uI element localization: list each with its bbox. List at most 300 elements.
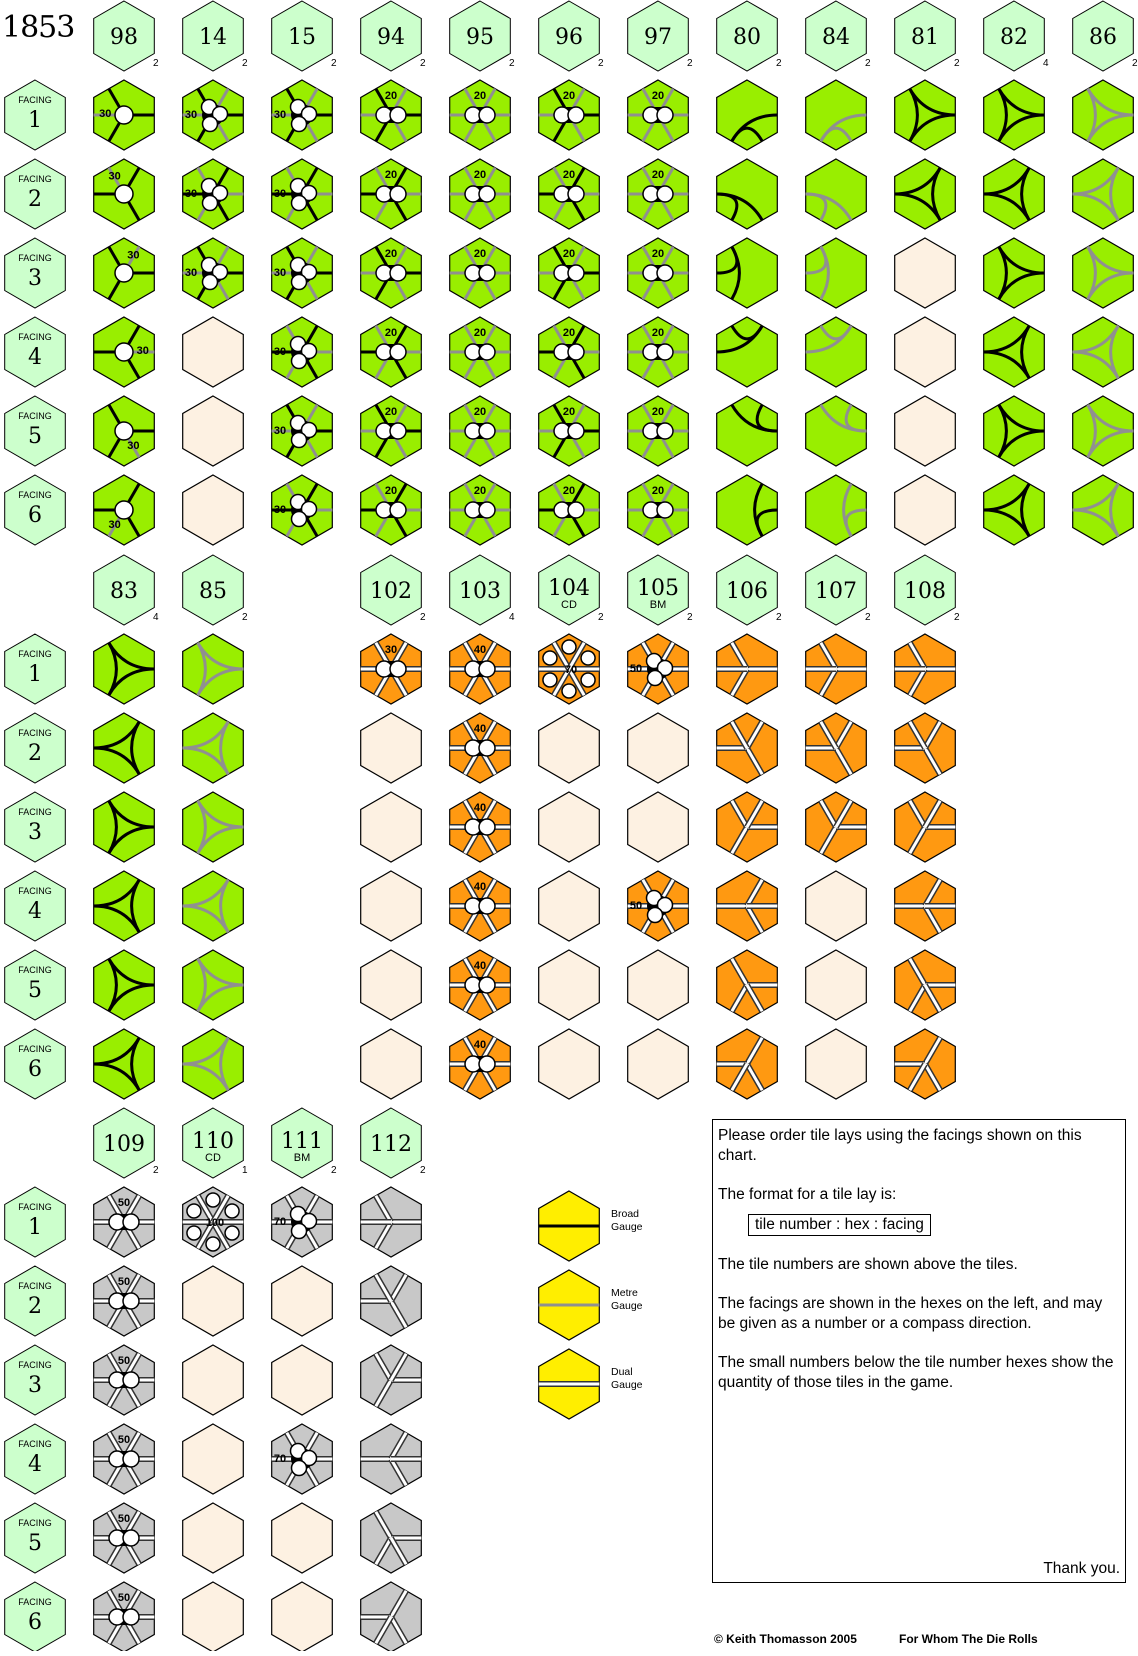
svg-text:30: 30 <box>273 266 287 279</box>
tile-94-facing-5 <box>361 396 422 466</box>
tile-98-facing-2 <box>94 159 155 229</box>
tile-81-facing-6 <box>895 475 956 545</box>
tile-110-facing-2 <box>183 1266 244 1336</box>
svg-text:110: 110 <box>192 1129 234 1154</box>
tile-81-facing-2 <box>895 159 956 229</box>
svg-text:30: 30 <box>384 643 398 656</box>
tile-105-facing-5 <box>628 950 689 1020</box>
tile-number-105 <box>628 555 693 625</box>
svg-text:2: 2 <box>420 1165 426 1176</box>
svg-text:2: 2 <box>509 58 515 69</box>
svg-text:20: 20 <box>384 484 398 497</box>
svg-text:20: 20 <box>562 89 576 102</box>
facing-4-label <box>5 317 66 387</box>
svg-text:96: 96 <box>555 25 583 50</box>
svg-text:20: 20 <box>384 89 398 102</box>
svg-text:20: 20 <box>651 326 665 339</box>
svg-text:FACING: FACING <box>18 1518 52 1528</box>
svg-text:86: 86 <box>1089 25 1117 50</box>
facing-6-label <box>5 1582 66 1651</box>
svg-text:2: 2 <box>28 187 42 212</box>
tile-108-facing-3 <box>895 792 956 862</box>
svg-text:FACING: FACING <box>18 728 52 738</box>
tile-85-facing-1 <box>183 634 244 704</box>
tile-15-facing-1 <box>272 80 333 150</box>
facing-5-label <box>5 1503 66 1573</box>
svg-text:FACING: FACING <box>18 886 52 896</box>
tile-97-facing-3 <box>628 238 689 308</box>
svg-text:2: 2 <box>954 58 960 69</box>
svg-text:2: 2 <box>420 58 426 69</box>
tile-82-facing-5 <box>984 396 1045 466</box>
svg-text:BM: BM <box>293 1152 311 1164</box>
legend-broad-gauge-hex <box>539 1191 600 1261</box>
svg-text:102: 102 <box>370 579 412 604</box>
tile-83-facing-3 <box>94 792 155 862</box>
svg-text:20: 20 <box>562 484 576 497</box>
tile-105-facing-1 <box>628 634 689 704</box>
svg-text:105: 105 <box>637 576 679 601</box>
svg-text:50: 50 <box>117 1512 131 1525</box>
tile-104-facing-1 <box>539 634 600 704</box>
svg-text:30: 30 <box>273 108 287 121</box>
tile-110-facing-6 <box>183 1582 244 1651</box>
tile-number-108 <box>895 555 960 625</box>
svg-text:30: 30 <box>273 424 287 437</box>
svg-text:FACING: FACING <box>18 807 52 817</box>
svg-text:FACING: FACING <box>18 174 52 184</box>
svg-text:20: 20 <box>384 168 398 181</box>
svg-text:20: 20 <box>384 405 398 418</box>
svg-text:5: 5 <box>28 1531 42 1556</box>
tile-85-facing-2 <box>183 713 244 783</box>
svg-text:109: 109 <box>103 1132 145 1157</box>
svg-text:20: 20 <box>384 247 398 260</box>
svg-text:30: 30 <box>184 266 198 279</box>
svg-text:2: 2 <box>242 612 248 623</box>
tile-82-facing-4 <box>984 317 1045 387</box>
svg-text:FACING: FACING <box>18 253 52 263</box>
tile-94-facing-4 <box>361 317 422 387</box>
tile-83-facing-6 <box>94 1029 155 1099</box>
tile-86-facing-2 <box>1073 159 1134 229</box>
tile-95-facing-3 <box>450 238 511 308</box>
tile-14-facing-2 <box>183 159 244 229</box>
svg-text:30: 30 <box>136 344 149 357</box>
tile-110-facing-3 <box>183 1345 244 1415</box>
tile-80-facing-6 <box>717 475 778 545</box>
svg-text:50: 50 <box>629 899 643 912</box>
legend-dual-label: Dual Gauge <box>611 1366 643 1391</box>
tile-98-facing-4 <box>94 317 155 387</box>
tile-85-facing-6 <box>183 1029 244 1099</box>
tile-82-facing-6 <box>984 475 1045 545</box>
tile-112-facing-5 <box>361 1503 422 1573</box>
svg-text:40: 40 <box>473 1038 487 1051</box>
tile-number-86 <box>1073 1 1138 71</box>
tile-108-facing-1 <box>895 634 956 704</box>
svg-text:81: 81 <box>911 25 939 50</box>
svg-text:82: 82 <box>1000 25 1028 50</box>
tile-number-110 <box>183 1108 248 1178</box>
svg-text:6: 6 <box>28 503 42 528</box>
tile-103-facing-2 <box>450 713 511 783</box>
tile-97-facing-5 <box>628 396 689 466</box>
tile-80-facing-1 <box>717 80 778 150</box>
tile-81-facing-3 <box>895 238 956 308</box>
svg-text:50: 50 <box>117 1196 131 1209</box>
instructions-facings: The facings are shown in the hexes on the left, and may be given as a number or a compass direction. <box>718 1295 1103 1332</box>
svg-text:20: 20 <box>651 247 665 260</box>
tile-97-facing-6 <box>628 475 689 545</box>
svg-text:30: 30 <box>273 503 287 516</box>
tile-110-facing-4 <box>183 1424 244 1494</box>
tile-111-facing-5 <box>272 1503 333 1573</box>
svg-text:FACING: FACING <box>18 1360 52 1370</box>
tile-112-facing-1 <box>361 1187 422 1257</box>
tile-109-facing-6 <box>94 1582 155 1651</box>
svg-text:20: 20 <box>651 168 665 181</box>
tile-85-facing-3 <box>183 792 244 862</box>
tile-96-facing-2 <box>539 159 600 229</box>
tile-96-facing-6 <box>539 475 600 545</box>
tile-number-109 <box>94 1108 159 1178</box>
svg-text:97: 97 <box>644 25 672 50</box>
tile-109-facing-3 <box>94 1345 155 1415</box>
tile-84-facing-1 <box>806 80 867 150</box>
tile-80-facing-2 <box>717 159 778 229</box>
tile-80-facing-4 <box>717 317 778 387</box>
svg-text:95: 95 <box>466 25 494 50</box>
svg-text:2: 2 <box>242 58 248 69</box>
tile-112-facing-6 <box>361 1582 422 1651</box>
svg-text:2: 2 <box>687 58 693 69</box>
tile-108-facing-5 <box>895 950 956 1020</box>
tile-number-97 <box>628 1 693 71</box>
svg-text:30: 30 <box>108 519 121 532</box>
svg-text:3: 3 <box>28 1373 42 1398</box>
tile-number-94 <box>361 1 426 71</box>
tile-102-facing-2 <box>361 713 422 783</box>
facing-5-label <box>5 396 66 466</box>
tile-103-facing-6 <box>450 1029 511 1099</box>
svg-text:3: 3 <box>28 820 42 845</box>
svg-text:30: 30 <box>273 187 287 200</box>
tile-number-112 <box>361 1108 426 1178</box>
tile-94-facing-2 <box>361 159 422 229</box>
tile-97-facing-1 <box>628 80 689 150</box>
svg-text:2: 2 <box>1132 58 1138 69</box>
svg-text:2: 2 <box>153 58 159 69</box>
tile-95-facing-6 <box>450 475 511 545</box>
tile-105-facing-2 <box>628 713 689 783</box>
tile-84-facing-3 <box>806 238 867 308</box>
svg-text:50: 50 <box>117 1354 131 1367</box>
tile-107-facing-6 <box>806 1029 867 1099</box>
tile-15-facing-4 <box>272 317 333 387</box>
svg-text:108: 108 <box>904 579 946 604</box>
tile-number-83 <box>94 555 159 625</box>
svg-text:4: 4 <box>28 899 42 924</box>
svg-text:30: 30 <box>127 440 140 453</box>
svg-text:50: 50 <box>629 662 643 675</box>
tile-86-facing-1 <box>1073 80 1134 150</box>
tile-14-facing-5 <box>183 396 244 466</box>
svg-text:CD: CD <box>561 599 577 611</box>
svg-text:100: 100 <box>205 1216 225 1229</box>
svg-text:40: 40 <box>473 722 487 735</box>
tile-108-facing-6 <box>895 1029 956 1099</box>
legend-metre-label: Metre Gauge <box>611 1287 643 1312</box>
facing-3-label <box>5 792 66 862</box>
facing-6-label <box>5 475 66 545</box>
tile-106-facing-4 <box>717 871 778 941</box>
legend-broad-label: Broad Gauge <box>611 1208 643 1233</box>
svg-text:20: 20 <box>473 168 487 181</box>
tile-number-104 <box>539 555 604 625</box>
tile-81-facing-1 <box>895 80 956 150</box>
facing-3-label <box>5 1345 66 1415</box>
svg-text:2: 2 <box>28 1294 42 1319</box>
tile-112-facing-2 <box>361 1266 422 1336</box>
svg-text:20: 20 <box>562 168 576 181</box>
tile-103-facing-5 <box>450 950 511 1020</box>
tile-109-facing-1 <box>94 1187 155 1257</box>
tile-number-98 <box>94 1 159 71</box>
instructions-intro: Please order tile lays using the facings shown on this chart. <box>718 1127 1082 1164</box>
svg-text:2: 2 <box>598 612 604 623</box>
copyright-text: © Keith Thomasson 2005 <box>714 1632 857 1646</box>
svg-text:83: 83 <box>110 579 138 604</box>
tile-111-facing-3 <box>272 1345 333 1415</box>
tile-102-facing-1 <box>361 634 422 704</box>
svg-text:FACING: FACING <box>18 1597 52 1607</box>
tile-110-facing-1 <box>183 1187 244 1257</box>
svg-text:4: 4 <box>28 345 42 370</box>
svg-text:6: 6 <box>28 1057 42 1082</box>
instructions-quantities: The small numbers below the tile number hexes show the quantity of those tiles in the game. <box>718 1354 1114 1391</box>
tile-lay-format: tile number : hex : facing <box>748 1214 931 1236</box>
svg-text:2: 2 <box>331 1165 337 1176</box>
tile-102-facing-3 <box>361 792 422 862</box>
tile-104-facing-3 <box>539 792 600 862</box>
facing-1-label <box>5 80 66 150</box>
svg-text:FACING: FACING <box>18 1044 52 1054</box>
tile-number-15 <box>272 1 337 71</box>
tile-102-facing-5 <box>361 950 422 1020</box>
tile-number-96 <box>539 1 604 71</box>
svg-text:20: 20 <box>473 405 487 418</box>
tile-number-81 <box>895 1 960 71</box>
tile-109-facing-4 <box>94 1424 155 1494</box>
tile-86-facing-5 <box>1073 396 1134 466</box>
svg-text:20: 20 <box>473 326 487 339</box>
svg-text:FACING: FACING <box>18 490 52 500</box>
tile-102-facing-4 <box>361 871 422 941</box>
tile-106-facing-5 <box>717 950 778 1020</box>
svg-text:20: 20 <box>473 247 487 260</box>
svg-text:30: 30 <box>184 187 198 200</box>
svg-text:2: 2 <box>331 58 337 69</box>
svg-text:FACING: FACING <box>18 1439 52 1449</box>
svg-text:106: 106 <box>726 579 768 604</box>
tile-106-facing-6 <box>717 1029 778 1099</box>
facing-5-label <box>5 950 66 1020</box>
tile-105-facing-4 <box>628 871 689 941</box>
tile-111-facing-2 <box>272 1266 333 1336</box>
svg-text:2: 2 <box>776 612 782 623</box>
tile-98-facing-6 <box>94 475 155 545</box>
legend-dual-gauge-hex <box>539 1349 600 1419</box>
tile-103-facing-4 <box>450 871 511 941</box>
tile-103-facing-3 <box>450 792 511 862</box>
svg-text:112: 112 <box>370 1132 412 1157</box>
tile-14-facing-3 <box>183 238 244 308</box>
facing-3-label <box>5 238 66 308</box>
tile-81-facing-4 <box>895 317 956 387</box>
thanks-text: Thank you. <box>1043 1560 1120 1577</box>
facing-2-label <box>5 159 66 229</box>
svg-text:20: 20 <box>562 405 576 418</box>
svg-text:20: 20 <box>562 247 576 260</box>
tile-85-facing-4 <box>183 871 244 941</box>
svg-text:30: 30 <box>127 249 140 262</box>
facing-1-label <box>5 634 66 704</box>
tile-112-facing-3 <box>361 1345 422 1415</box>
instructions-format-intro: The format for a tile lay is: <box>718 1186 897 1203</box>
svg-text:40: 40 <box>473 880 487 893</box>
svg-text:2: 2 <box>598 58 604 69</box>
facing-4-label <box>5 1424 66 1494</box>
svg-text:2: 2 <box>28 741 42 766</box>
instructions-panel <box>712 1119 1126 1583</box>
svg-text:70: 70 <box>564 663 578 676</box>
svg-text:2: 2 <box>153 1165 159 1176</box>
facing-2-label <box>5 713 66 783</box>
tile-94-facing-3 <box>361 238 422 308</box>
tile-96-facing-4 <box>539 317 600 387</box>
svg-text:70: 70 <box>273 1452 287 1465</box>
tile-106-facing-2 <box>717 713 778 783</box>
tile-94-facing-1 <box>361 80 422 150</box>
tile-15-facing-5 <box>272 396 333 466</box>
tile-104-facing-2 <box>539 713 600 783</box>
tile-95-facing-4 <box>450 317 511 387</box>
svg-text:BM: BM <box>649 599 667 611</box>
tile-15-facing-6 <box>272 475 333 545</box>
tile-86-facing-4 <box>1073 317 1134 387</box>
tile-111-facing-4 <box>272 1424 333 1494</box>
facing-6-label <box>5 1029 66 1099</box>
svg-text:30: 30 <box>184 108 198 121</box>
svg-text:85: 85 <box>199 579 227 604</box>
tile-95-facing-2 <box>450 159 511 229</box>
svg-text:40: 40 <box>473 643 487 656</box>
svg-text:14: 14 <box>199 25 227 50</box>
svg-text:98: 98 <box>110 25 138 50</box>
tile-98-facing-3 <box>94 238 155 308</box>
tile-number-84 <box>806 1 871 71</box>
svg-text:FACING: FACING <box>18 649 52 659</box>
tile-80-facing-3 <box>717 238 778 308</box>
tile-96-facing-1 <box>539 80 600 150</box>
tile-107-facing-1 <box>806 634 867 704</box>
tile-number-85 <box>183 555 248 625</box>
facing-4-label <box>5 871 66 941</box>
svg-text:50: 50 <box>117 1433 131 1446</box>
tile-number-103 <box>450 555 515 625</box>
svg-text:5: 5 <box>28 978 42 1003</box>
tile-84-facing-2 <box>806 159 867 229</box>
tile-104-facing-6 <box>539 1029 600 1099</box>
facing-1-label <box>5 1187 66 1257</box>
tile-103-facing-1 <box>450 634 511 704</box>
tile-102-facing-6 <box>361 1029 422 1099</box>
svg-text:15: 15 <box>288 25 316 50</box>
tile-109-facing-2 <box>94 1266 155 1336</box>
svg-text:1: 1 <box>28 662 42 687</box>
tile-84-facing-5 <box>806 396 867 466</box>
svg-text:2: 2 <box>776 58 782 69</box>
svg-text:3: 3 <box>28 266 42 291</box>
svg-text:5: 5 <box>28 424 42 449</box>
tile-94-facing-6 <box>361 475 422 545</box>
tile-number-111 <box>272 1108 337 1178</box>
svg-text:6: 6 <box>28 1610 42 1635</box>
tile-85-facing-5 <box>183 950 244 1020</box>
tile-95-facing-5 <box>450 396 511 466</box>
svg-text:50: 50 <box>117 1591 131 1604</box>
svg-text:20: 20 <box>651 484 665 497</box>
svg-text:107: 107 <box>815 579 857 604</box>
svg-text:103: 103 <box>459 579 501 604</box>
tile-104-facing-5 <box>539 950 600 1020</box>
tile-111-facing-6 <box>272 1582 333 1651</box>
tile-95-facing-1 <box>450 80 511 150</box>
game-title: 1853 <box>2 10 75 45</box>
tile-84-facing-4 <box>806 317 867 387</box>
tile-106-facing-1 <box>717 634 778 704</box>
tile-15-facing-2 <box>272 159 333 229</box>
instructions-tile-numbers: The tile numbers are shown above the tiles. <box>718 1256 1018 1273</box>
tile-104-facing-4 <box>539 871 600 941</box>
svg-text:104: 104 <box>548 576 590 601</box>
legend-metre-gauge-hex <box>539 1270 600 1340</box>
tile-109-facing-5 <box>94 1503 155 1573</box>
tile-105-facing-3 <box>628 792 689 862</box>
svg-text:94: 94 <box>377 25 405 50</box>
tile-111-facing-1 <box>272 1187 333 1257</box>
svg-text:30: 30 <box>108 170 121 183</box>
tile-110-facing-5 <box>183 1503 244 1573</box>
svg-text:20: 20 <box>384 326 398 339</box>
svg-text:20: 20 <box>562 326 576 339</box>
tile-14-facing-1 <box>183 80 244 150</box>
tile-number-106 <box>717 555 782 625</box>
svg-text:FACING: FACING <box>18 411 52 421</box>
svg-text:FACING: FACING <box>18 332 52 342</box>
tile-83-facing-2 <box>94 713 155 783</box>
svg-text:FACING: FACING <box>18 1281 52 1291</box>
svg-text:20: 20 <box>651 89 665 102</box>
svg-text:111: 111 <box>281 1129 323 1154</box>
tile-number-80 <box>717 1 782 71</box>
svg-text:50: 50 <box>117 1275 131 1288</box>
svg-text:2: 2 <box>865 58 871 69</box>
svg-text:20: 20 <box>473 89 487 102</box>
svg-text:84: 84 <box>822 25 850 50</box>
svg-text:1: 1 <box>242 1165 248 1176</box>
